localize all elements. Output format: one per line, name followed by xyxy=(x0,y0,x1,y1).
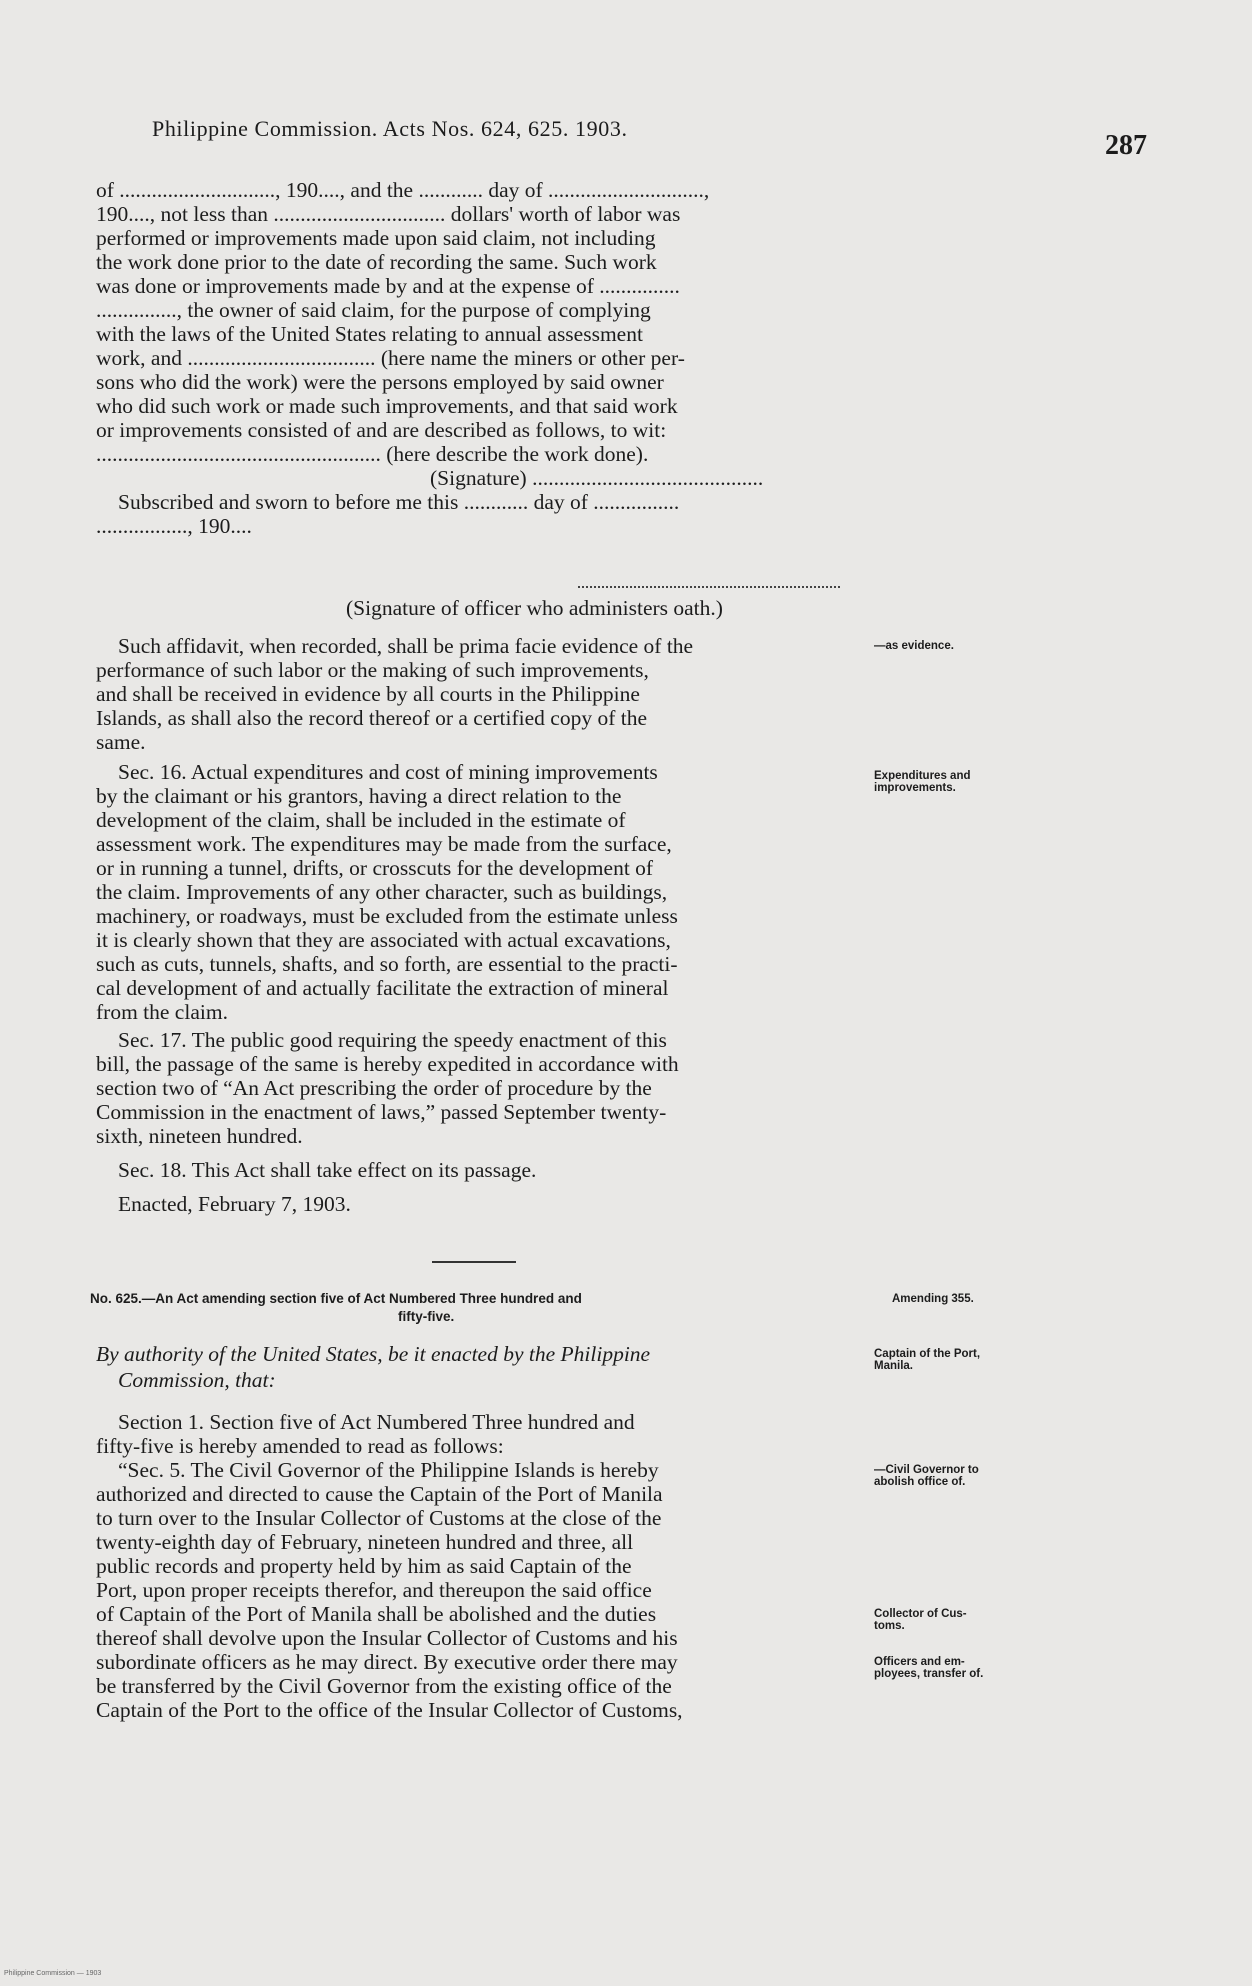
subscribed-line: ................., 190.... xyxy=(96,514,252,538)
paragraph-line: same. xyxy=(96,730,146,754)
paragraph-line: performance of such labor or the making of such improvements, xyxy=(96,658,649,682)
sec17-line: bill, the passage of the same is hereby expedited in accordance with xyxy=(96,1052,679,1076)
enacted-line: Enacted, February 7, 1903. xyxy=(118,1192,351,1216)
section1-line: Port, upon proper receipts therefor, and thereupon the said office xyxy=(96,1578,652,1602)
paragraph-line: and shall be received in evidence by all courts in the Philippine xyxy=(96,682,640,706)
margin-note-officers xyxy=(874,1656,1074,1680)
margin-note-civil-governor xyxy=(874,1464,1074,1488)
margin-note-line: Officers and em- xyxy=(874,1656,965,1668)
sec16-line: assessment work. The expenditures may be made from the surface, xyxy=(96,832,672,856)
section1-line: thereof shall devolve upon the Insular Collector of Customs and his xyxy=(96,1626,678,1650)
form-line: work, and ................................... (here name the miners or other per- xyxy=(96,346,685,370)
form-line: 190...., not less than ................................ dollars' worth of labor was xyxy=(96,202,681,226)
enacting-clause: Commission, that: xyxy=(118,1368,276,1392)
sec16-line: it is clearly shown that they are associated with actual excavations, xyxy=(96,928,671,952)
sec16-line: such as cuts, tunnels, shafts, and so forth, are essential to the practi- xyxy=(96,952,678,976)
section1-line: to turn over to the Insular Collector of Customs at the close of the xyxy=(96,1506,662,1530)
sec16-line: by the claimant or his grantors, having a direct relation to the xyxy=(96,784,622,808)
margin-note-line: —Civil Governor to xyxy=(874,1464,979,1476)
sec17-line: sixth, nineteen hundred. xyxy=(96,1124,303,1148)
margin-note-line: toms. xyxy=(874,1620,905,1632)
form-line: with the laws of the United States relating to annual assessment xyxy=(96,322,643,346)
section-divider xyxy=(432,1261,516,1263)
margin-note-evidence: —as evidence. xyxy=(874,640,954,652)
sec17-line: section two of “An Act prescribing the order of procedure by the xyxy=(96,1076,652,1100)
margin-note-expenditures xyxy=(874,770,1074,794)
signature-line: (Signature) ........................................... xyxy=(430,466,764,490)
form-line: performed or improvements made upon said claim, not including xyxy=(96,226,656,250)
margin-note-amending: Amending 355. xyxy=(892,1293,974,1305)
act-title: No. 625.—An Act amending section five of Act Numbered Three hundred and xyxy=(90,1291,582,1306)
margin-note-line: Expenditures and xyxy=(874,770,971,782)
form-line: of ............................., 190...., and the ............ day of ............................., xyxy=(96,178,710,202)
margin-note-line: abolish office of. xyxy=(874,1476,966,1488)
form-line: sons who did the work) were the persons employed by said owner xyxy=(96,370,664,394)
subscribed-line: Subscribed and sworn to before me this ............ day of ................ xyxy=(118,490,680,514)
section1-line: authorized and directed to cause the Captain of the Port of Manila xyxy=(96,1482,663,1506)
section1-line: of Captain of the Port of Manila shall be abolished and the duties xyxy=(96,1602,657,1626)
running-header: Philippine Commission. Acts Nos. 624, 625. 1903. xyxy=(152,116,628,141)
sec16-line: from the claim. xyxy=(96,1000,228,1024)
margin-note-collector xyxy=(874,1608,1074,1632)
section1-line: “Sec. 5. The Civil Governor of the Philippine Islands is hereby xyxy=(118,1458,659,1482)
margin-note-line: Collector of Cus- xyxy=(874,1608,967,1620)
sec18-line: Sec. 18. This Act shall take effect on its passage. xyxy=(118,1158,537,1182)
paragraph-line: Islands, as shall also the record thereof or a certified copy of the xyxy=(96,706,648,730)
margin-note-line: improvements. xyxy=(874,782,956,794)
section1-line: subordinate officers as he may direct. By executive order there may xyxy=(96,1650,678,1674)
margin-note-line: ployees, transfer of. xyxy=(874,1668,984,1680)
form-line: or improvements consisted of and are described as follows, to wit: xyxy=(96,418,667,442)
sec16-line: Sec. 16. Actual expenditures and cost of mining improvements xyxy=(118,760,658,784)
sec17-line: Sec. 17. The public good requiring the speedy enactment of this xyxy=(118,1028,667,1052)
enacting-clause: By authority of the United States, be it enacted by the Philippine xyxy=(96,1342,651,1366)
section1-line: be transferred by the Civil Governor from the existing office of the xyxy=(96,1674,672,1698)
margin-note-line: Captain of the Port, xyxy=(874,1348,981,1360)
section1-line: twenty-eighth day of February, nineteen hundred and three, all xyxy=(96,1530,634,1554)
sec16-line: development of the claim, shall be included in the estimate of xyxy=(96,808,626,832)
form-line: ..............., the owner of said claim, for the purpose of complying xyxy=(96,298,651,322)
margin-note-line: Manila. xyxy=(874,1360,913,1372)
form-line: ..................................................... (here describe the work done). xyxy=(96,442,649,466)
form-line: the work done prior to the date of recording the same. Such work xyxy=(96,250,657,274)
section1-line: public records and property held by him as said Captain of the xyxy=(96,1554,632,1578)
margin-note-captain xyxy=(874,1348,1074,1372)
page-number: 287 xyxy=(1105,130,1147,161)
paragraph-line: Such affidavit, when recorded, shall be prima facie evidence of the xyxy=(118,634,694,658)
act-title: fifty-five. xyxy=(398,1309,455,1324)
sec16-line: the claim. Improvements of any other character, such as buildings, xyxy=(96,880,668,904)
form-line: was done or improvements made by and at the expense of ............... xyxy=(96,274,680,298)
sec17-line: Commission in the enactment of laws,” passed September twenty- xyxy=(96,1100,667,1124)
officer-signature-blank xyxy=(578,586,840,588)
sec16-line: cal development of and actually facilitate the extraction of mineral xyxy=(96,976,669,1000)
form-line: who did such work or made such improvements, and that said work xyxy=(96,394,678,418)
scan-footer: Philippine Commission — 1903 xyxy=(4,1970,102,1977)
section1-line: Captain of the Port to the office of the Insular Collector of Customs, xyxy=(96,1698,683,1722)
officer-signature-caption: (Signature of officer who administers oath.) xyxy=(346,596,723,620)
sec16-line: or in running a tunnel, drifts, or crosscuts for the development of xyxy=(96,856,654,880)
sec16-line: machinery, or roadways, must be excluded from the estimate unless xyxy=(96,904,678,928)
section1-line: Section 1. Section five of Act Numbered Three hundred and xyxy=(118,1410,635,1434)
section1-line: fifty-five is hereby amended to read as follows: xyxy=(96,1434,504,1458)
